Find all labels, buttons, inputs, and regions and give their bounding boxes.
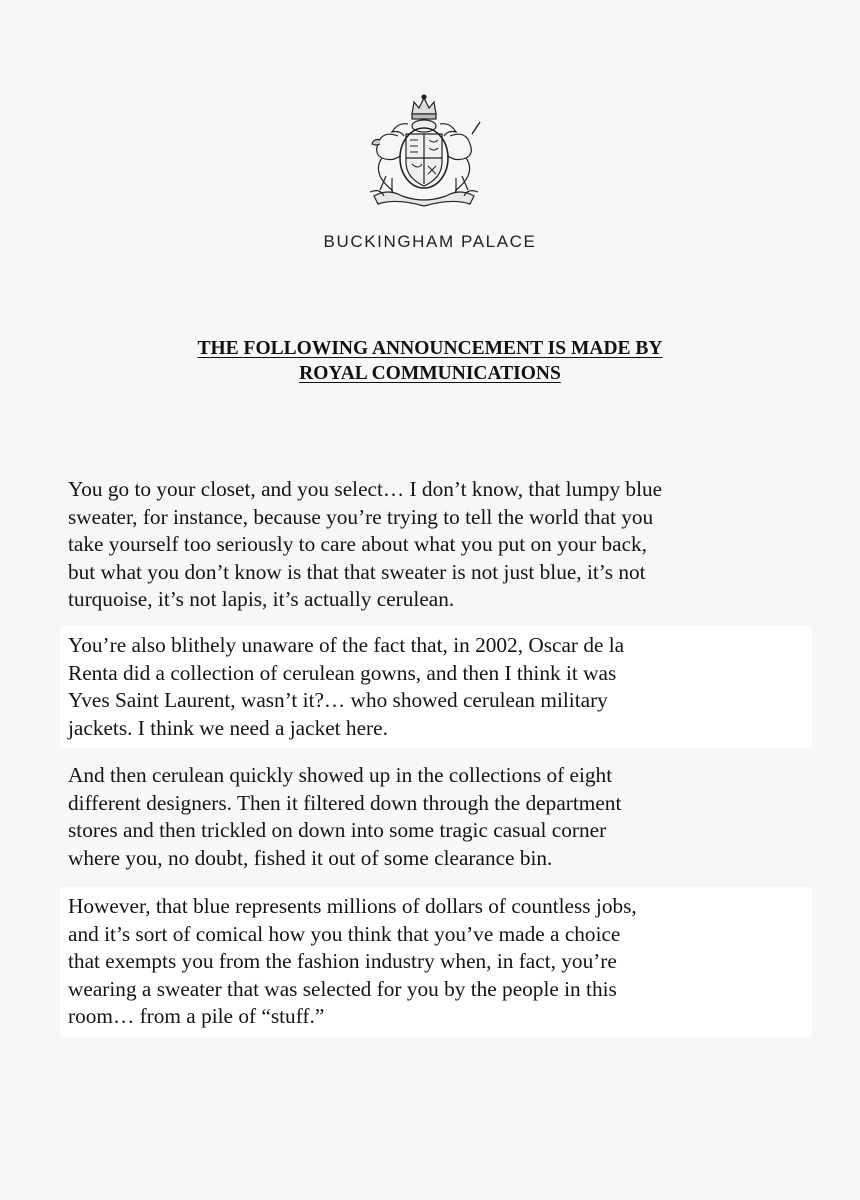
body-paragraph-1: You go to your closet, and you select… I don’t know, that lumpy blue sweater, for instance, because you’re trying to tell the world that you take yourself too seriously to care about what you put on your back, but what you don’t know is that that sweater is not just blue, it’s not turquoise, it’s not lapis, it’s actually cerulean. bbox=[60, 470, 812, 620]
body-paragraph-4: However, that blue represents millions of dollars of countless jobs, and it’s sort of comical how you think that you’ve made a choice that exempts you from the fashion industry when, in fact, you’re wearing a sweater that was selected for you by the people in this room… from a pile of “stuff.” bbox=[60, 887, 812, 1037]
body-paragraph-2: You’re also blithely unaware of the fact that, in 2002, Oscar de la Renta did a collection of cerulean gowns, and then I think it was Yves Saint Laurent, wasn’t it?… who showed cerulean military jackets. I think we need a jacket here. bbox=[60, 626, 812, 748]
headline-line-2: ROYAL COMMUNICATIONS bbox=[299, 363, 561, 384]
body-paragraph-3: And then cerulean quickly showed up in the collections of eight different designers. Then it filtered down through the department stores and then trickled on down into some tragic casual corner where you, no doubt, fished it out of some clearance bin. bbox=[60, 756, 812, 878]
royal-coat-of-arms-icon bbox=[352, 92, 497, 212]
headline-line-1: THE FOLLOWING ANNOUNCEMENT IS MADE BY bbox=[197, 338, 663, 359]
announcement-headline bbox=[0, 336, 860, 386]
palace-heading: BUCKINGHAM PALACE bbox=[323, 232, 537, 251]
